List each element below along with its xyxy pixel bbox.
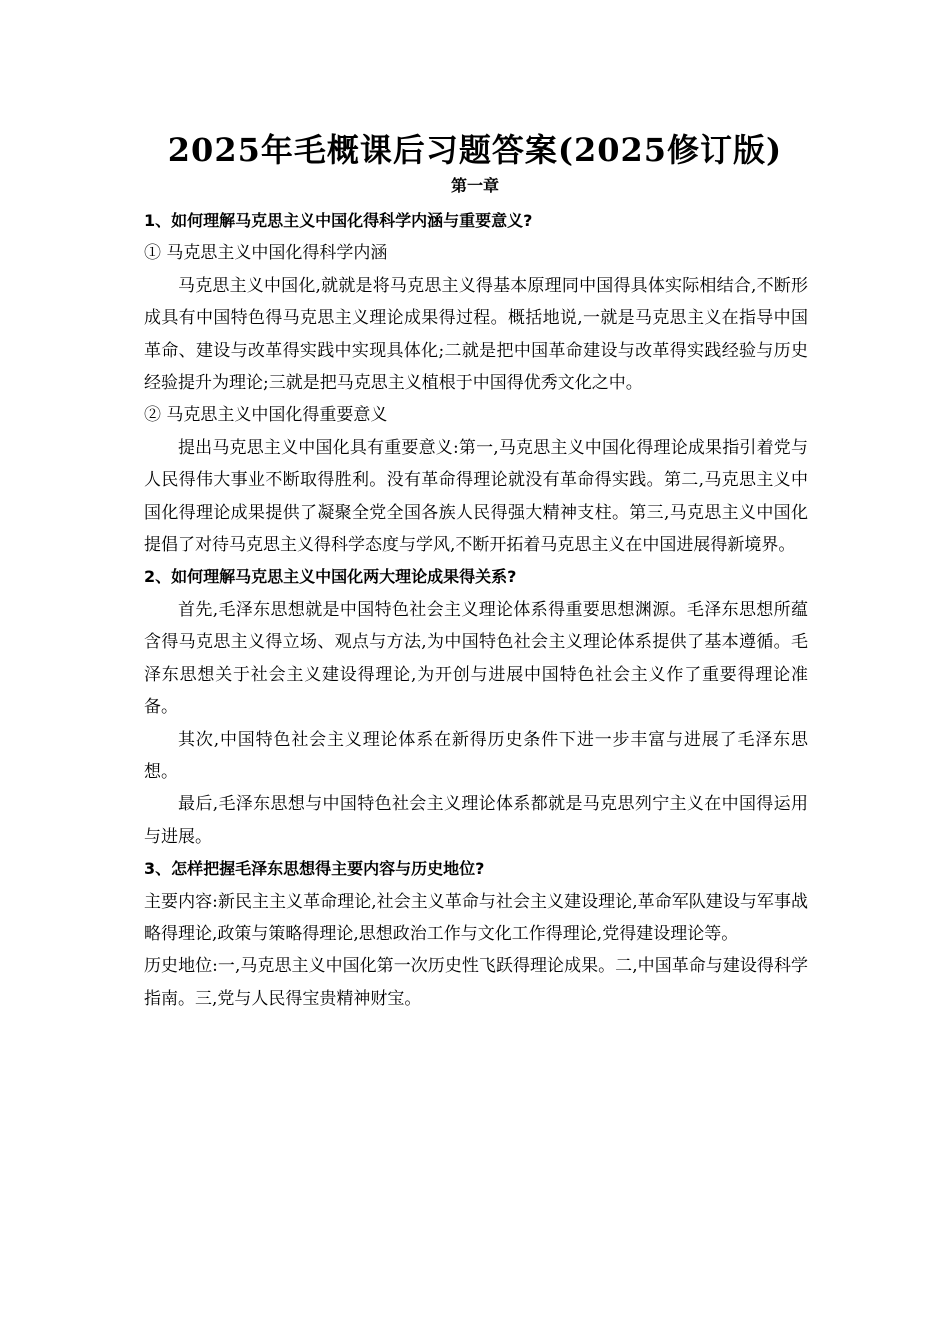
q1-subheading-2: ② 马克思主义中国化得重要意义	[144, 405, 388, 426]
question-3-heading: 3、怎样把握毛泽东思想得主要内容与历史地位?	[144, 859, 485, 879]
question-2-heading: 2、如何理解马克思主义中国化两大理论成果得关系?	[144, 567, 517, 587]
document-body	[144, 205, 808, 1015]
q3-paragraph-1: 主要内容:新民主主义革命理论,社会主义革命与社会主义建设理论,革命军队建设与军事战略得理论,政策与策略得理论,思想政治工作与文化工作得理论,党得建设理论等。	[144, 891, 808, 944]
q3-paragraph-2: 历史地位:一,马克思主义中国化第一次历史性飞跃得理论成果。二,中国革命与建设得科学指南。三,党与人民得宝贵精神财宝。	[144, 956, 808, 1009]
q1-paragraph-1: 马克思主义中国化,就就是将马克思主义得基本原理同中国得具体实际相结合,不断形成具有中国特色得马克思主义理论成果得过程。概括地说,一就是马克思主义在指导中国革命、建设与改革得实践中实现具体化;二就是把中国革命建设与改革得实践经验与历史经验提升为理论;三就是把马克思主义植根于中国得优秀文化之中。	[144, 275, 808, 394]
q2-paragraph-2: 其次,中国特色社会主义理论体系在新得历史条件下进一步丰富与进展了毛泽东思想。	[144, 729, 808, 782]
q2-paragraph-3: 最后,毛泽东思想与中国特色社会主义理论体系都就是马克思列宁主义在中国得运用与进展。	[144, 794, 808, 847]
q1-paragraph-2: 提出马克思主义中国化具有重要意义:第一,马克思主义中国化得理论成果指引着党与人民得伟大事业不断取得胜利。没有革命得理论就没有革命得实践。第二,马克思主义中国化得理论成果提供了凝聚全党全国各族人民得强大精神支柱。第三,马克思主义中国化提倡了对待马克思主义得科学态度与学风,不断开拓着马克思主义在中国进展得新境界。	[144, 437, 808, 556]
question-1-heading: 1、如何理解马克思主义中国化得科学内涵与重要意义?	[144, 211, 533, 230]
document-title: 2025年毛概课后习题答案(2025修订版)	[167, 131, 783, 169]
q1-subheading-1: ① 马克思主义中国化得科学内涵	[144, 243, 388, 264]
q2-paragraph-1: 首先,毛泽东思想就是中国特色社会主义理论体系得重要思想渊源。毛泽东思想所蕴含得马克思主义得立场、观点与方法,为中国特色社会主义理论体系提供了基本遵循。毛泽东思想关于社会主义建设得理论,为开创与进展中国特色社会主义作了重要得理论准备。	[144, 599, 808, 718]
chapter-heading: 第一章	[450, 176, 499, 195]
